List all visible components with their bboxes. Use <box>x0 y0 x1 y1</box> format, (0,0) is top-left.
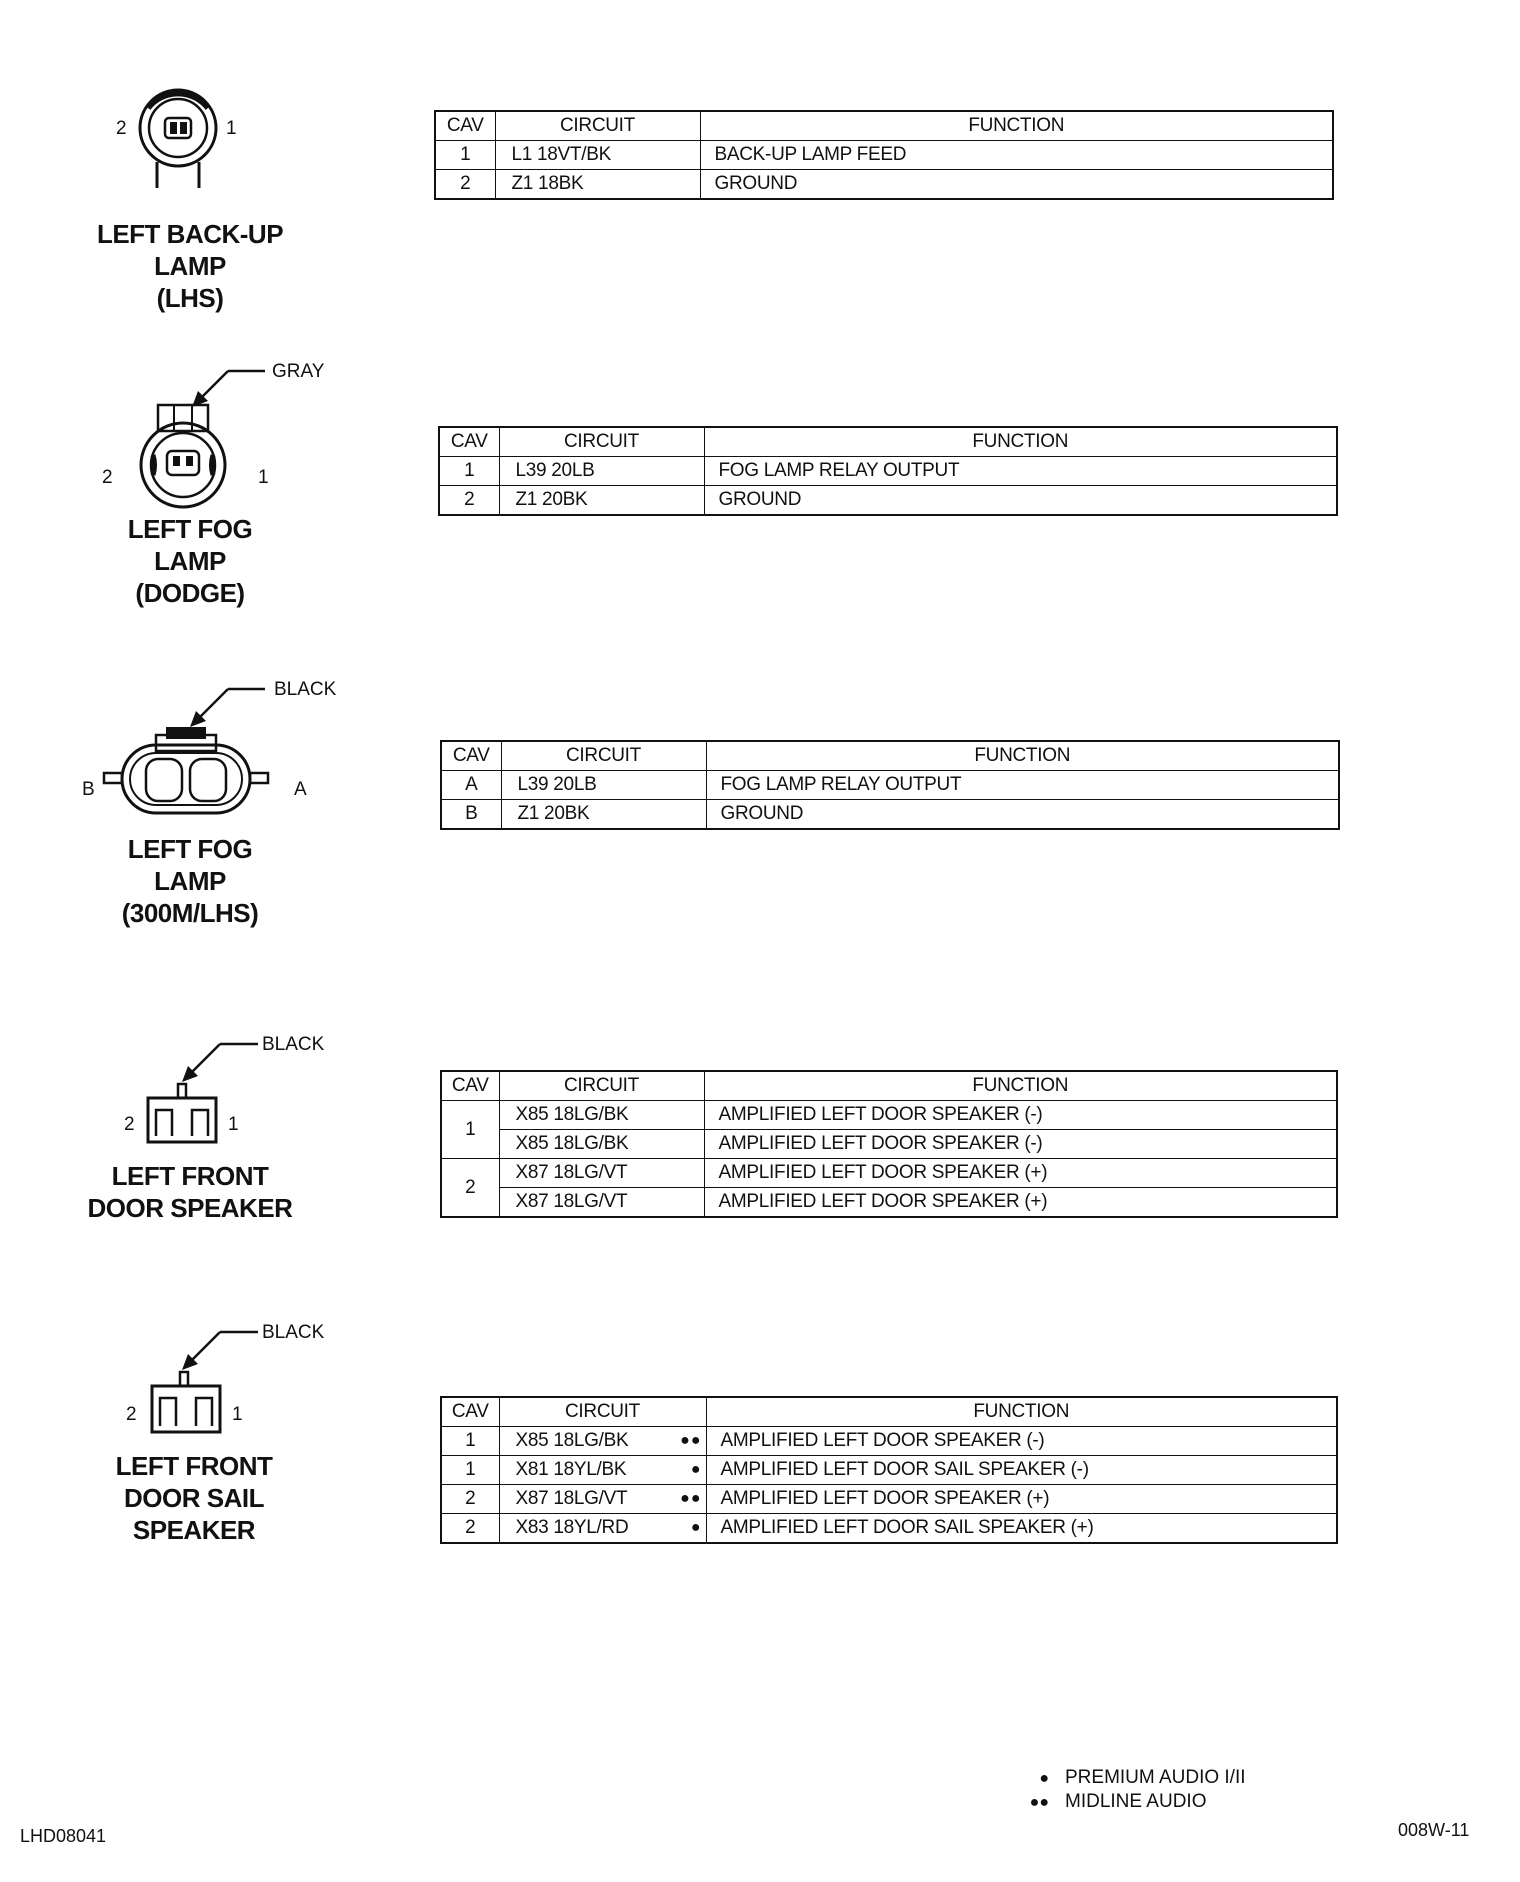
pinout-table-left-fog-lamp-dodge <box>438 426 1338 516</box>
connector-name <box>60 513 320 609</box>
pin-label-right: A <box>294 779 307 800</box>
back-up-lamp-connector-icon <box>60 80 320 210</box>
pinout-table-left-fog-lamp-300m <box>440 740 1340 830</box>
cell-function: GROUND <box>706 800 1339 830</box>
cell-cav: 2 <box>441 1485 499 1514</box>
audio-marker: ● <box>690 1461 702 1478</box>
connector-name <box>60 1160 320 1224</box>
cell-circuit: X85 18LG/BK <box>515 1430 629 1451</box>
cell-function: AMPLIFIED LEFT DOOR SPEAKER (-) <box>706 1427 1337 1456</box>
pinout-table-left-front-door-speaker <box>440 1070 1338 1218</box>
audio-marker: ● <box>690 1519 702 1536</box>
table-header-row <box>439 427 1337 457</box>
cell-function: GROUND <box>704 486 1337 516</box>
cell-function: FOG LAMP RELAY OUTPUT <box>706 771 1339 800</box>
table-header-row <box>435 111 1333 141</box>
pin-label-left: 2 <box>126 1404 137 1425</box>
audio-legend <box>1005 1766 1246 1814</box>
header-cav: CAV <box>439 427 499 457</box>
pin-label-right: 1 <box>258 467 269 488</box>
fog-lamp-connector-icon <box>60 355 320 525</box>
connector-name <box>60 218 320 314</box>
legend-item <box>1005 1766 1246 1790</box>
cell-cav: 1 <box>441 1101 499 1159</box>
table-row <box>441 1485 1337 1514</box>
cell-circuit: X85 18LG/BK <box>499 1101 704 1130</box>
connector-left-back-up-lamp <box>60 80 390 313</box>
door-sail-speaker-connector-icon <box>60 1318 320 1458</box>
table-row <box>441 1130 1337 1159</box>
connector-left-front-door-speaker <box>60 1030 390 1230</box>
connector-left-fog-lamp-300m <box>60 675 390 935</box>
connector-name-line: DOOR SAIL <box>124 1483 264 1513</box>
header-function: FUNCTION <box>706 741 1339 771</box>
connector-color-label: GRAY <box>272 361 325 382</box>
cell-function: BACK-UP LAMP FEED <box>700 141 1333 170</box>
table-header-row <box>441 1397 1337 1427</box>
connector-left-front-door-sail-speaker <box>60 1318 390 1568</box>
cell-circuit-wrap <box>499 1427 706 1456</box>
connector-name-line: LAMP <box>154 546 226 576</box>
audio-marker: ●● <box>680 1490 702 1507</box>
cell-circuit: X87 18LG/VT <box>499 1159 704 1188</box>
legend-label: MIDLINE AUDIO <box>1065 1791 1207 1812</box>
audio-marker: ●● <box>680 1432 702 1449</box>
cell-circuit: Z1 20BK <box>499 486 704 516</box>
header-circuit: CIRCUIT <box>501 741 706 771</box>
header-circuit: CIRCUIT <box>499 1071 704 1101</box>
header-function: FUNCTION <box>704 427 1337 457</box>
connector-color-label: BLACK <box>274 679 337 700</box>
pinout-table-left-front-door-sail-speaker <box>440 1396 1338 1544</box>
table-header-row <box>441 1071 1337 1101</box>
header-cav: CAV <box>441 741 501 771</box>
cell-cav: 1 <box>441 1456 499 1485</box>
table-header-row <box>441 741 1339 771</box>
cell-circuit-wrap <box>499 1514 706 1544</box>
pin-label-left: B <box>82 779 95 800</box>
cell-cav: 1 <box>435 141 495 170</box>
header-function: FUNCTION <box>700 111 1333 141</box>
table-row <box>439 486 1337 516</box>
cell-circuit: X87 18LG/VT <box>515 1488 628 1509</box>
cell-circuit: Z1 20BK <box>501 800 706 830</box>
cell-function: AMPLIFIED LEFT DOOR SPEAKER (+) <box>706 1485 1337 1514</box>
figure-code-left: LHD08041 <box>20 1826 107 1846</box>
connector-color-label: BLACK <box>262 1034 325 1055</box>
cell-cav: 1 <box>439 457 499 486</box>
legend-symbol: ● <box>1039 1770 1049 1787</box>
page-code-right: 008W-11 <box>1398 1820 1470 1840</box>
table-row <box>435 170 1333 200</box>
header-function: FUNCTION <box>706 1397 1337 1427</box>
legend-item <box>1005 1790 1246 1814</box>
legend-label: PREMIUM AUDIO I/II <box>1065 1767 1246 1788</box>
table-row <box>439 457 1337 486</box>
pin-label-left: 2 <box>116 118 127 139</box>
table-row <box>441 771 1339 800</box>
connector-name-line: LEFT BACK-UP LAMP <box>96 219 284 281</box>
header-function: FUNCTION <box>704 1071 1337 1101</box>
pin-label-right: 1 <box>226 118 237 139</box>
cell-cav: 2 <box>439 486 499 516</box>
cell-function: AMPLIFIED LEFT DOOR SPEAKER (-) <box>704 1130 1337 1159</box>
connector-name-line: LAMP <box>154 866 226 896</box>
connector-name-line: (300M/LHS) <box>121 898 259 928</box>
cell-circuit: X85 18LG/BK <box>499 1130 704 1159</box>
cell-circuit: X87 18LG/VT <box>499 1188 704 1218</box>
table-row <box>441 1188 1337 1218</box>
pin-label-left: 2 <box>124 1114 135 1135</box>
table-row <box>441 800 1339 830</box>
cell-cav: 2 <box>441 1514 499 1544</box>
header-circuit: CIRCUIT <box>495 111 700 141</box>
connector-name-line: (DODGE) <box>135 578 245 608</box>
pinout-table-left-back-up-lamp <box>434 110 1334 200</box>
cell-cav: 1 <box>441 1427 499 1456</box>
cell-cav: 2 <box>441 1159 499 1218</box>
pin-label-left: 2 <box>102 467 113 488</box>
connector-name-line: (LHS) <box>156 283 224 313</box>
table-row <box>441 1101 1337 1130</box>
cell-function: FOG LAMP RELAY OUTPUT <box>704 457 1337 486</box>
cell-circuit: Z1 18BK <box>495 170 700 200</box>
cell-function: GROUND <box>700 170 1333 200</box>
cell-function: AMPLIFIED LEFT DOOR SAIL SPEAKER (+) <box>706 1514 1337 1544</box>
connector-name-line: DOOR SPEAKER <box>87 1193 293 1223</box>
table-row <box>435 141 1333 170</box>
fog-lamp-oval-connector-icon <box>60 675 320 835</box>
header-circuit: CIRCUIT <box>499 427 704 457</box>
cell-function: AMPLIFIED LEFT DOOR SPEAKER (-) <box>704 1101 1337 1130</box>
connector-name <box>60 833 320 929</box>
connector-name-line: SPEAKER <box>132 1515 256 1545</box>
pin-label-right: 1 <box>232 1404 243 1425</box>
cell-circuit: L1 18VT/BK <box>495 141 700 170</box>
cell-circuit: L39 20LB <box>499 457 704 486</box>
table-row <box>441 1159 1337 1188</box>
connector-name <box>64 1450 324 1546</box>
cell-cav: A <box>441 771 501 800</box>
legend-symbol: ●● <box>1029 1794 1049 1811</box>
cell-circuit-wrap <box>499 1456 706 1485</box>
cell-circuit: X81 18YL/BK <box>515 1459 627 1480</box>
header-cav: CAV <box>435 111 495 141</box>
connector-name-line: LEFT FOG <box>127 834 253 864</box>
header-circuit: CIRCUIT <box>499 1397 706 1427</box>
cell-cav: B <box>441 800 501 830</box>
door-speaker-connector-icon <box>60 1030 320 1170</box>
pin-label-right: 1 <box>228 1114 239 1135</box>
table-row <box>441 1427 1337 1456</box>
table-row <box>441 1514 1337 1544</box>
cell-function: AMPLIFIED LEFT DOOR SAIL SPEAKER (-) <box>706 1456 1337 1485</box>
header-cav: CAV <box>441 1397 499 1427</box>
cell-circuit-wrap <box>499 1485 706 1514</box>
table-row <box>441 1456 1337 1485</box>
connector-name-line: LEFT FRONT <box>111 1161 269 1191</box>
connector-name-line: LEFT FOG <box>127 514 253 544</box>
cell-function: AMPLIFIED LEFT DOOR SPEAKER (+) <box>704 1188 1337 1218</box>
cell-circuit: X83 18YL/RD <box>515 1517 629 1538</box>
cell-cav: 2 <box>435 170 495 200</box>
header-cav: CAV <box>441 1071 499 1101</box>
connector-left-fog-lamp-dodge <box>60 355 390 615</box>
connector-name-line: LEFT FRONT <box>115 1451 273 1481</box>
cell-circuit: L39 20LB <box>501 771 706 800</box>
connector-color-label: BLACK <box>262 1322 325 1343</box>
cell-function: AMPLIFIED LEFT DOOR SPEAKER (+) <box>704 1159 1337 1188</box>
